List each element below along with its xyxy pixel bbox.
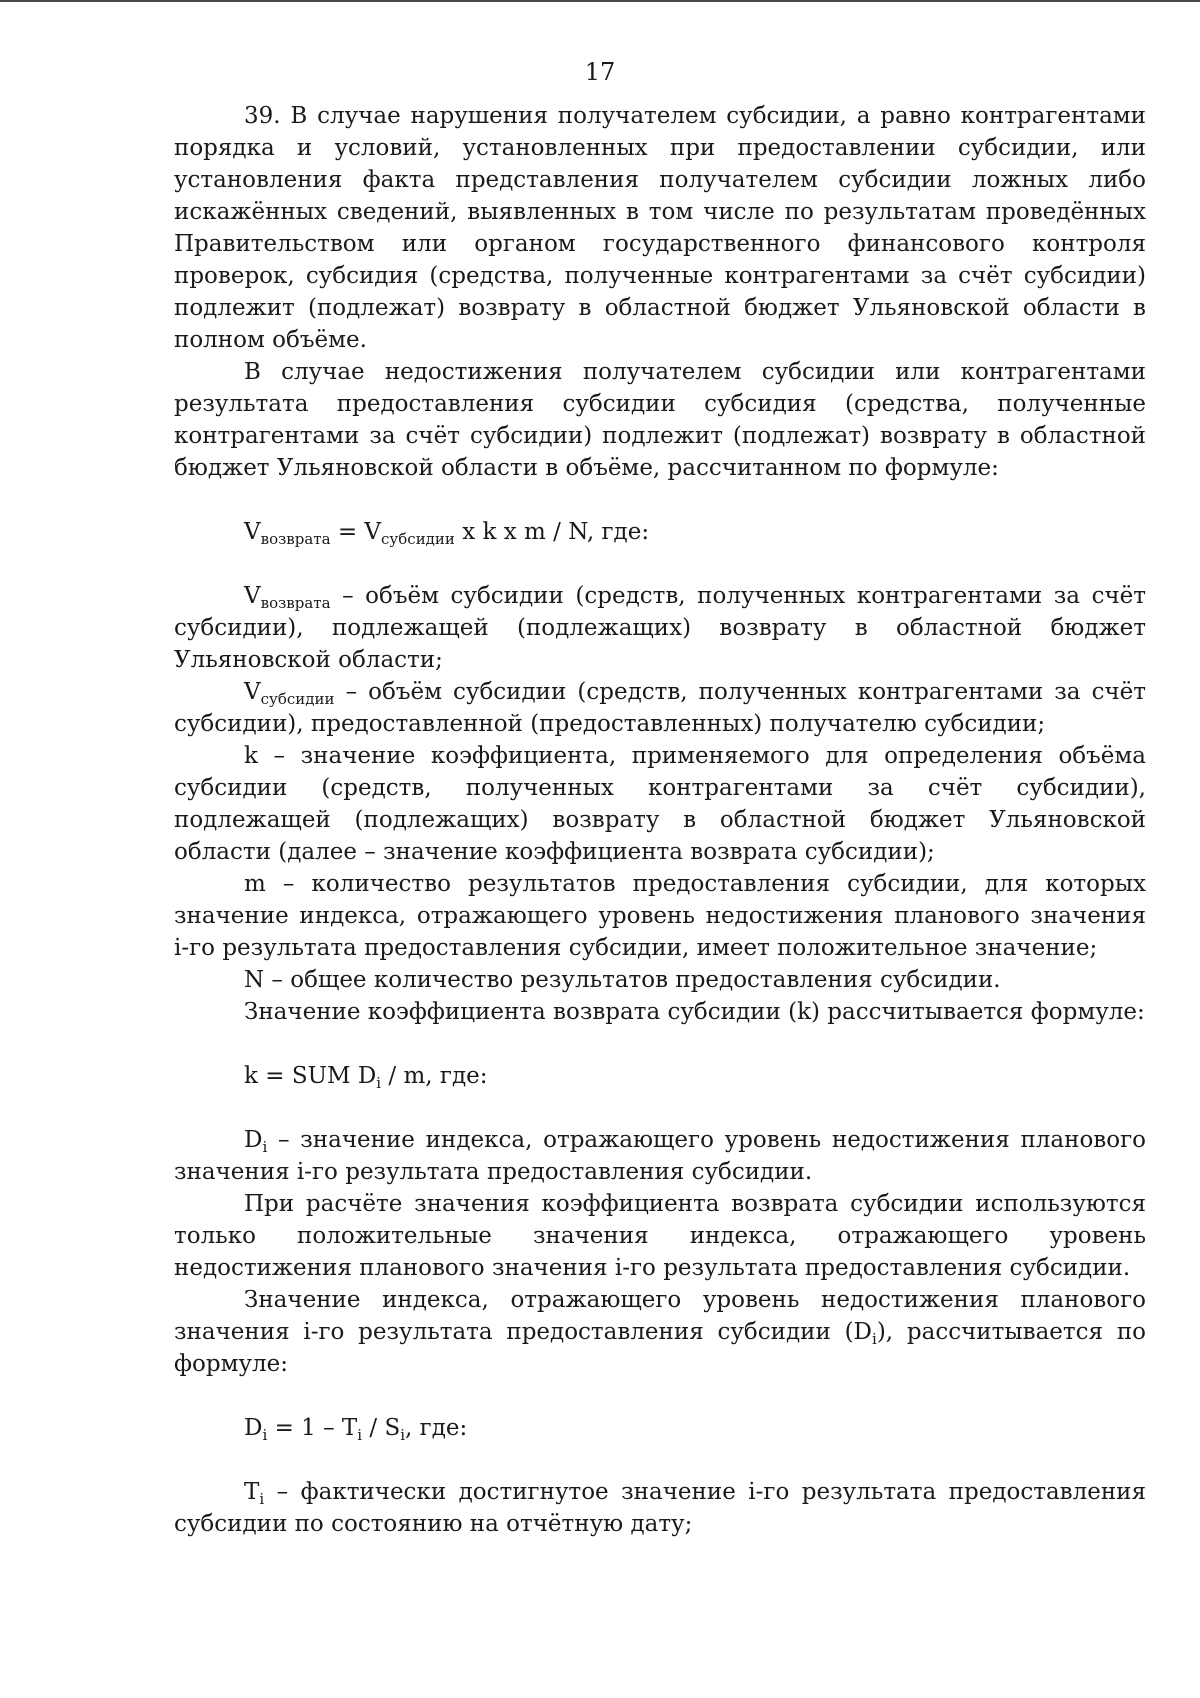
di-intro-text-b: ), рассчитывается по формуле: — [174, 1319, 1147, 1377]
symbol-v: V — [244, 583, 261, 609]
definition-di — [174, 1124, 1146, 1188]
definition-text: – фактически достигнутое значение i-го результата предоставления субсидии по состоянию на отчётную дату; — [174, 1479, 1146, 1537]
formula-di — [174, 1412, 1146, 1444]
formula-v-vozvrata — [174, 516, 1146, 548]
definition-text: – объём субсидии (средств, полученных контрагентами за счёт субсидии), предоставленной (предоставленных) получателю субсидии; — [174, 679, 1146, 737]
symbol-d: D — [244, 1127, 263, 1153]
formula-v-subscript-vozvrata: возврата — [260, 530, 331, 548]
di-intro-text-a: Значение индекса, отражающего уровень недостижения планового значения i-го результата предоставления субсидии (D — [174, 1287, 1146, 1345]
definition-m: m – количество результатов предоставления субсидии, для которых значение индекса, отражающего уровень недостижения планового значения i-го результата предоставления субсидии, имеет положительное значение; — [174, 871, 1146, 961]
top-edge-rule — [0, 0, 1200, 2]
symbol-subscript-subsidii: субсидии — [260, 690, 335, 708]
formula-d-div: / S — [362, 1415, 401, 1441]
document-body — [174, 100, 1146, 1540]
formula-t-subscript: i — [357, 1426, 363, 1444]
paragraph-k-intro: Значение коэффициента возврата субсидии (k) рассчитывается формуле: — [244, 999, 1145, 1025]
spacer — [174, 1028, 1146, 1060]
paragraph-k-note: При расчёте значения коэффициента возврата субсидии используются только положительные значения индекса, отражающего уровень недостижения планового значения i-го результата предоставления субсидии. — [174, 1191, 1146, 1281]
definition-text: – значение индекса, отражающего уровень недостижения планового значения i-го результата предоставления субсидии. — [174, 1127, 1146, 1185]
spacer — [174, 1380, 1146, 1412]
symbol-t: T — [244, 1479, 260, 1505]
spacer — [174, 484, 1146, 516]
formula-d-tail: , где: — [405, 1415, 468, 1441]
formula-d-subscript: i — [262, 1426, 268, 1444]
paragraph-di-intro — [174, 1284, 1146, 1380]
paragraph-nedostizhenie: В случае недостижения получателем субсидии или контрагентами результата предоставления субсидии субсидия (средства, полученные контрагентами за счёт субсидии) подлежит (подлежат) возврату в областной бюджет Ульяновской области в объёме, рассчитанном по формуле: — [174, 359, 1146, 481]
symbol-subscript-i: i — [262, 1138, 268, 1156]
definition-text: – объём субсидии (средств, полученных контрагентами за счёт субсидии), подлежащей (подлежащих) возврату в областной бюджет Ульяновской области; — [174, 583, 1146, 673]
formula-d-mid: = 1 – T — [267, 1415, 358, 1441]
spacer — [174, 548, 1146, 580]
formula-equals-v: = V — [330, 519, 382, 545]
spacer — [174, 1444, 1146, 1476]
formula-k-subscript-i: i — [376, 1074, 382, 1092]
page-number: 17 — [584, 58, 616, 86]
paragraph-39: 39. В случае нарушения получателем субсидии, а равно контрагентами порядка и условий, установленных при предоставлении субсидии, или установления факта представления получателем субсидии ложных либо искажённых сведений, выявленных в том числе по результатам проведённых Правительством или органом государственного финансового контроля проверок, субсидия (средства, полученные контрагентами за счёт субсидии) подлежит (подлежат) возврату в областной бюджет Ульяновской области в полном объёме. — [174, 103, 1146, 353]
symbol-subscript-vozvrata: возврата — [260, 594, 331, 612]
symbol-v: V — [244, 679, 261, 705]
formula-v-symbol: V — [244, 519, 261, 545]
definition-n: N – общее количество результатов предоставления субсидии. — [244, 967, 1001, 993]
formula-k — [174, 1060, 1146, 1092]
formula-s-subscript: i — [400, 1426, 406, 1444]
definition-v-subsidii — [174, 676, 1146, 740]
definition-k: k – значение коэффициента, применяемого для определения объёма субсидии (средств, полученных контрагентами за счёт субсидии), подлежащей (подлежащих) возврату в областной бюджет Ульяновской области (далее – значение коэффициента возврата субсидии); — [174, 743, 1146, 865]
definition-v-vozvrata — [174, 580, 1146, 676]
formula-d: D — [244, 1415, 263, 1441]
di-intro-subscript-i: i — [872, 1330, 877, 1348]
formula-v-subscript-subsidii: субсидии — [381, 530, 455, 548]
formula-k-right: / m, где: — [381, 1063, 488, 1089]
symbol-subscript-i: i — [259, 1490, 265, 1508]
spacer — [174, 1092, 1146, 1124]
definition-ti — [174, 1476, 1146, 1540]
formula-tail: x k x m / N, где: — [454, 519, 650, 545]
formula-k-left: k = SUM D — [244, 1063, 377, 1089]
